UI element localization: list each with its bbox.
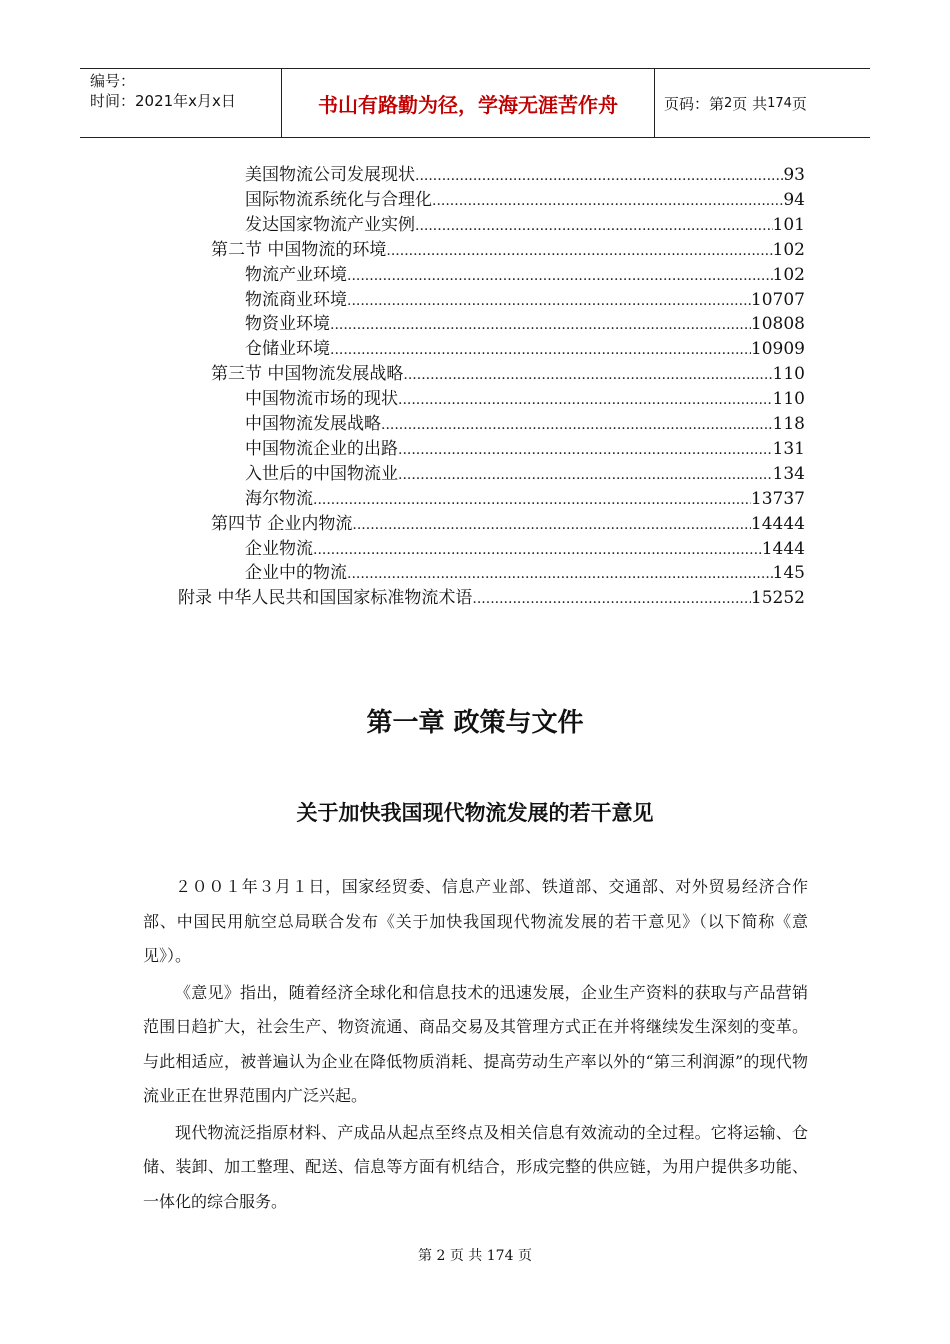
- toc-leader-dots: [415, 168, 783, 184]
- toc-leader-dots: [330, 317, 751, 333]
- toc-entry-page: 131: [772, 438, 805, 459]
- toc-leader-dots: [398, 392, 773, 408]
- toc-entry-page: 13737: [750, 488, 805, 509]
- paragraph: 现代物流泛指原材料、产成品从起点至终点及相关信息有效流动的全过程。它将运输、仓储、装卸、加工整理、配送、信息等方面有机结合，形成完整的供应链，为用户提供多功能、一体化的综合服务。: [143, 1122, 808, 1211]
- toc-leader-dots: [403, 367, 772, 383]
- toc-entry[interactable]: [245, 434, 805, 459]
- toc-entry-page: 134: [772, 463, 805, 484]
- article-body: [143, 870, 808, 1221]
- toc-leader-dots: [347, 566, 773, 582]
- toc-entry[interactable]: [245, 210, 805, 235]
- toc-leader-dots: [347, 293, 751, 309]
- toc-entry[interactable]: [245, 185, 805, 210]
- toc-entry-page: 14444: [750, 513, 805, 534]
- toc-entry-page: 102: [772, 264, 805, 285]
- toc-entry-title: 美国物流公司发展现状: [245, 165, 415, 185]
- toc-entry-title: 第三节 中国物流发展战略: [211, 364, 404, 385]
- toc-entry-page: 94: [783, 189, 805, 210]
- toc-entry-page: 110: [772, 364, 805, 385]
- toc-entry[interactable]: [245, 534, 805, 559]
- toc-entry-page: 145: [772, 563, 805, 584]
- toc-entry[interactable]: [245, 558, 805, 583]
- toc-entry-title: 物流商业环境: [245, 289, 347, 310]
- toc-leader-dots: [352, 517, 751, 533]
- toc-entry[interactable]: [245, 334, 805, 359]
- toc-leader-dots: [472, 591, 751, 607]
- page-suffix: 页: [791, 94, 807, 113]
- toc-entry-page: 10909: [750, 339, 805, 360]
- toc-entry[interactable]: [178, 583, 805, 608]
- footer-num: 2: [436, 1248, 446, 1264]
- footer-prefix: 第: [418, 1248, 433, 1264]
- toc-leader-dots: [313, 542, 762, 558]
- toc-entry-title: 中国物流企业的出路: [245, 438, 398, 459]
- toc-entry[interactable]: [245, 384, 805, 409]
- toc-leader-dots: [398, 442, 773, 458]
- toc-entry[interactable]: [211, 359, 805, 384]
- footer-mid: 页 共: [449, 1248, 483, 1264]
- page-total: 174: [767, 95, 792, 111]
- toc-entry-title: 仓储业环境: [245, 339, 330, 360]
- toc-leader-dots: [398, 467, 773, 483]
- toc-entry-title: 企业物流: [245, 538, 313, 559]
- paragraph: 《意见》指出，随着经济全球化和信息技术的迅速发展，企业生产资料的获取与产品营销范围日趋扩大，社会生产、物资流通、商品交易及其管理方式正在并将继续发生深刻的变革。与此相适应，被普遍认为企业在降低物质消耗、提高劳动生产率以外的“第三利润源”的现代物流业正在世界范围内广泛兴起。: [143, 982, 808, 1105]
- toc-entry[interactable]: [245, 160, 805, 185]
- toc-entry[interactable]: [245, 484, 805, 509]
- page-prefix: 页码：第: [664, 94, 725, 113]
- toc-entry[interactable]: [245, 409, 805, 434]
- toc-entry-page: 15252: [750, 588, 805, 609]
- paragraph: ２００１年３月１日，国家经贸委、信息产业部、铁道部、交通部、对外贸易经济合作部、中国民用航空总局联合发布《关于加快我国现代物流发展的若干意见》（以下简称《意见》）。: [143, 877, 808, 965]
- page-footer: [0, 1245, 950, 1265]
- header-page-info: [654, 69, 870, 137]
- toc-entry-page: 110: [772, 389, 805, 410]
- number-label: 编号：: [90, 72, 136, 90]
- header-motto: 书山有路勤为径，学海无涯苦作舟: [282, 69, 655, 137]
- toc-entry-page: 118: [772, 414, 805, 434]
- toc-leader-dots: [415, 218, 773, 234]
- toc-entry-page: 101: [772, 214, 805, 235]
- footer-suffix: 页: [517, 1248, 532, 1264]
- toc-entry-page: 102: [772, 239, 805, 260]
- toc-entry-page: 10707: [750, 289, 805, 310]
- toc-leader-dots: [313, 492, 751, 508]
- toc-entry-title: 物资业环境: [245, 314, 330, 335]
- toc-entry-title: 发达国家物流产业实例: [245, 214, 415, 235]
- toc-entry-title: 物流产业环境: [245, 264, 347, 285]
- article-title: 关于加快我国现代物流发展的若干意见: [296, 801, 654, 825]
- toc-leader-dots: [330, 342, 751, 358]
- toc-entry[interactable]: [245, 260, 805, 285]
- toc-entry-title: 企业中的物流: [245, 563, 347, 584]
- toc-entry-title: 入世后的中国物流业: [245, 463, 398, 484]
- toc-entry[interactable]: [211, 509, 805, 534]
- page-num: 2: [724, 95, 733, 111]
- toc-entry-title: 附录 中华人民共和国国家标准物流术语: [178, 588, 473, 609]
- header-meta: [80, 69, 282, 137]
- page-header: [80, 68, 870, 138]
- toc-entry[interactable]: [211, 235, 805, 260]
- toc-entry-title: 海尔物流: [245, 488, 313, 509]
- toc-entry-title: 中国物流发展战略: [245, 414, 381, 434]
- toc-entry-title: 第四节 企业内物流: [211, 513, 353, 534]
- toc-entry[interactable]: [245, 459, 805, 484]
- toc-entry[interactable]: [245, 309, 805, 334]
- toc-entry-title: 中国物流市场的现状: [245, 389, 398, 410]
- toc-leader-dots: [386, 243, 772, 259]
- toc-entry-page: 10808: [750, 314, 805, 335]
- toc-leader-dots: [432, 193, 783, 209]
- toc-entry-title: 国际物流系统化与合理化: [245, 189, 432, 210]
- toc-leader-dots: [381, 417, 773, 433]
- toc-entry[interactable]: [245, 285, 805, 310]
- chapter-title: 第一章 政策与文件: [366, 708, 584, 738]
- time-label: 时间：2021年x月x日: [90, 92, 236, 110]
- toc-entry-page: 1444: [761, 538, 805, 559]
- toc-leader-dots: [347, 268, 773, 284]
- footer-total: 174: [486, 1248, 514, 1264]
- page-mid: 页 共: [732, 94, 768, 113]
- toc-entry-page: 93: [783, 165, 805, 185]
- toc-entry-title: 第二节 中国物流的环境: [211, 239, 387, 260]
